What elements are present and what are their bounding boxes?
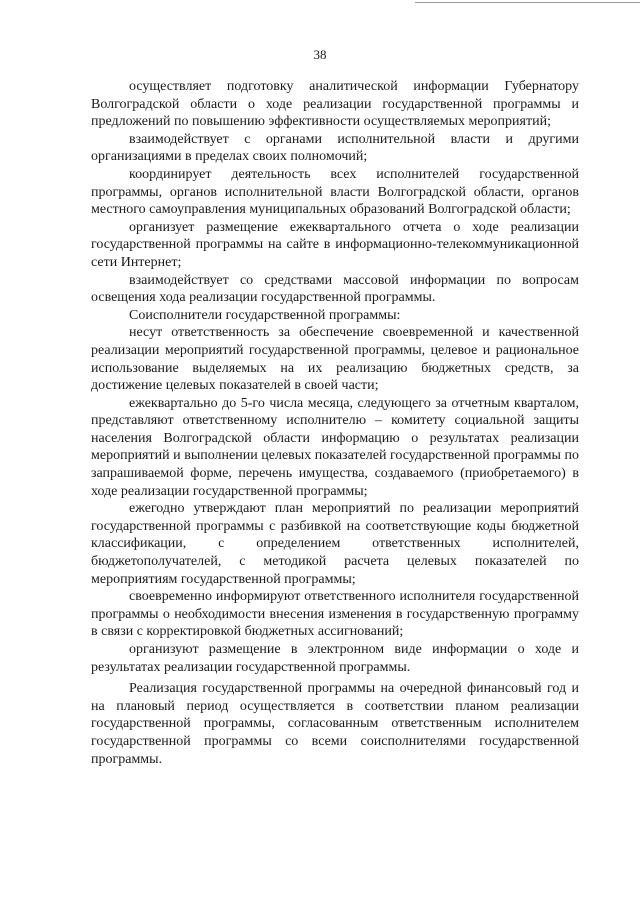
paragraph-8: ежеквартально до 5-го числа месяца, следующего за отчетным кварталом, представляют ответственному исполнителю – комитету социальной защиты населения Волгоградской области информацию о результатах реализации мероприятий и выполнении целевых показателей государственной программы по запрашиваемой форме, перечень имущества, создаваемого (приобретаемого) в ходе реализации государственной программы; [91,395,579,499]
paragraph-10: своевременно информируют ответственного исполнителя государственной программы о необходимости внесения изменения в государственную программу в связи с корректировкой бюджетных ассигнований; [91,589,579,640]
paragraph-4: организует размещение ежеквартального отчета о ходе реализации государственной программы на сайте в информационно-телекоммуникационной сети Интернет; [91,219,579,270]
page-number: 38 [313,47,327,62]
paragraph-6: Соисполнители государственной программы: [129,307,401,323]
top-edge-line [415,2,640,3]
paragraph-12: Реализация государственной программы на очередной финансовый год и на плановый период осуществляется в соответствии планом реализации государственной программы, согласованным ответственным исполнителем государственной программы со всеми соисполнителями государственной программы. [91,681,579,767]
paragraph-11: организуют размещение в электронном виде информации о ходе и результатах реализации государственной программы. [91,642,579,675]
paragraph-5: взаимодействует со средствами массовой информации по вопросам освещения хода реализации государственной программы. [91,272,579,306]
document-body [91,78,579,768]
paragraph-1: осуществляет подготовку аналитической информации Губернатору Волгоградской области о ходе реализации государственной программы и предложений по повышению эффективности осуществляемых мероприятий; [91,79,579,130]
paragraph-9: ежегодно утверждают план мероприятий по реализации мероприятий государственной программы с разбивкой на соответствующие коды бюджетной классификации, с определением ответственных исполнителей, бюджетополучателей, с методикой расчета целевых показателей по мероприятиям государственной программы; [91,501,579,587]
paragraph-3: координирует деятельность всех исполнителей государственной программы, органов исполнительной власти Волгоградской области, органов местного самоуправления муниципальных образований Волгоградской области; [91,166,579,218]
paragraph-7: несут ответственность за обеспечение своевременной и качественной реализации мероприятий государственной программы, целевое и рациональное использование выделяемых на их реализацию бюджетных средств, за достижение целевых показателей в своей части; [91,325,579,394]
paragraph-2: взаимодействует с органами исполнительной власти и другими организациями в пределах своих полномочий; [91,131,579,165]
